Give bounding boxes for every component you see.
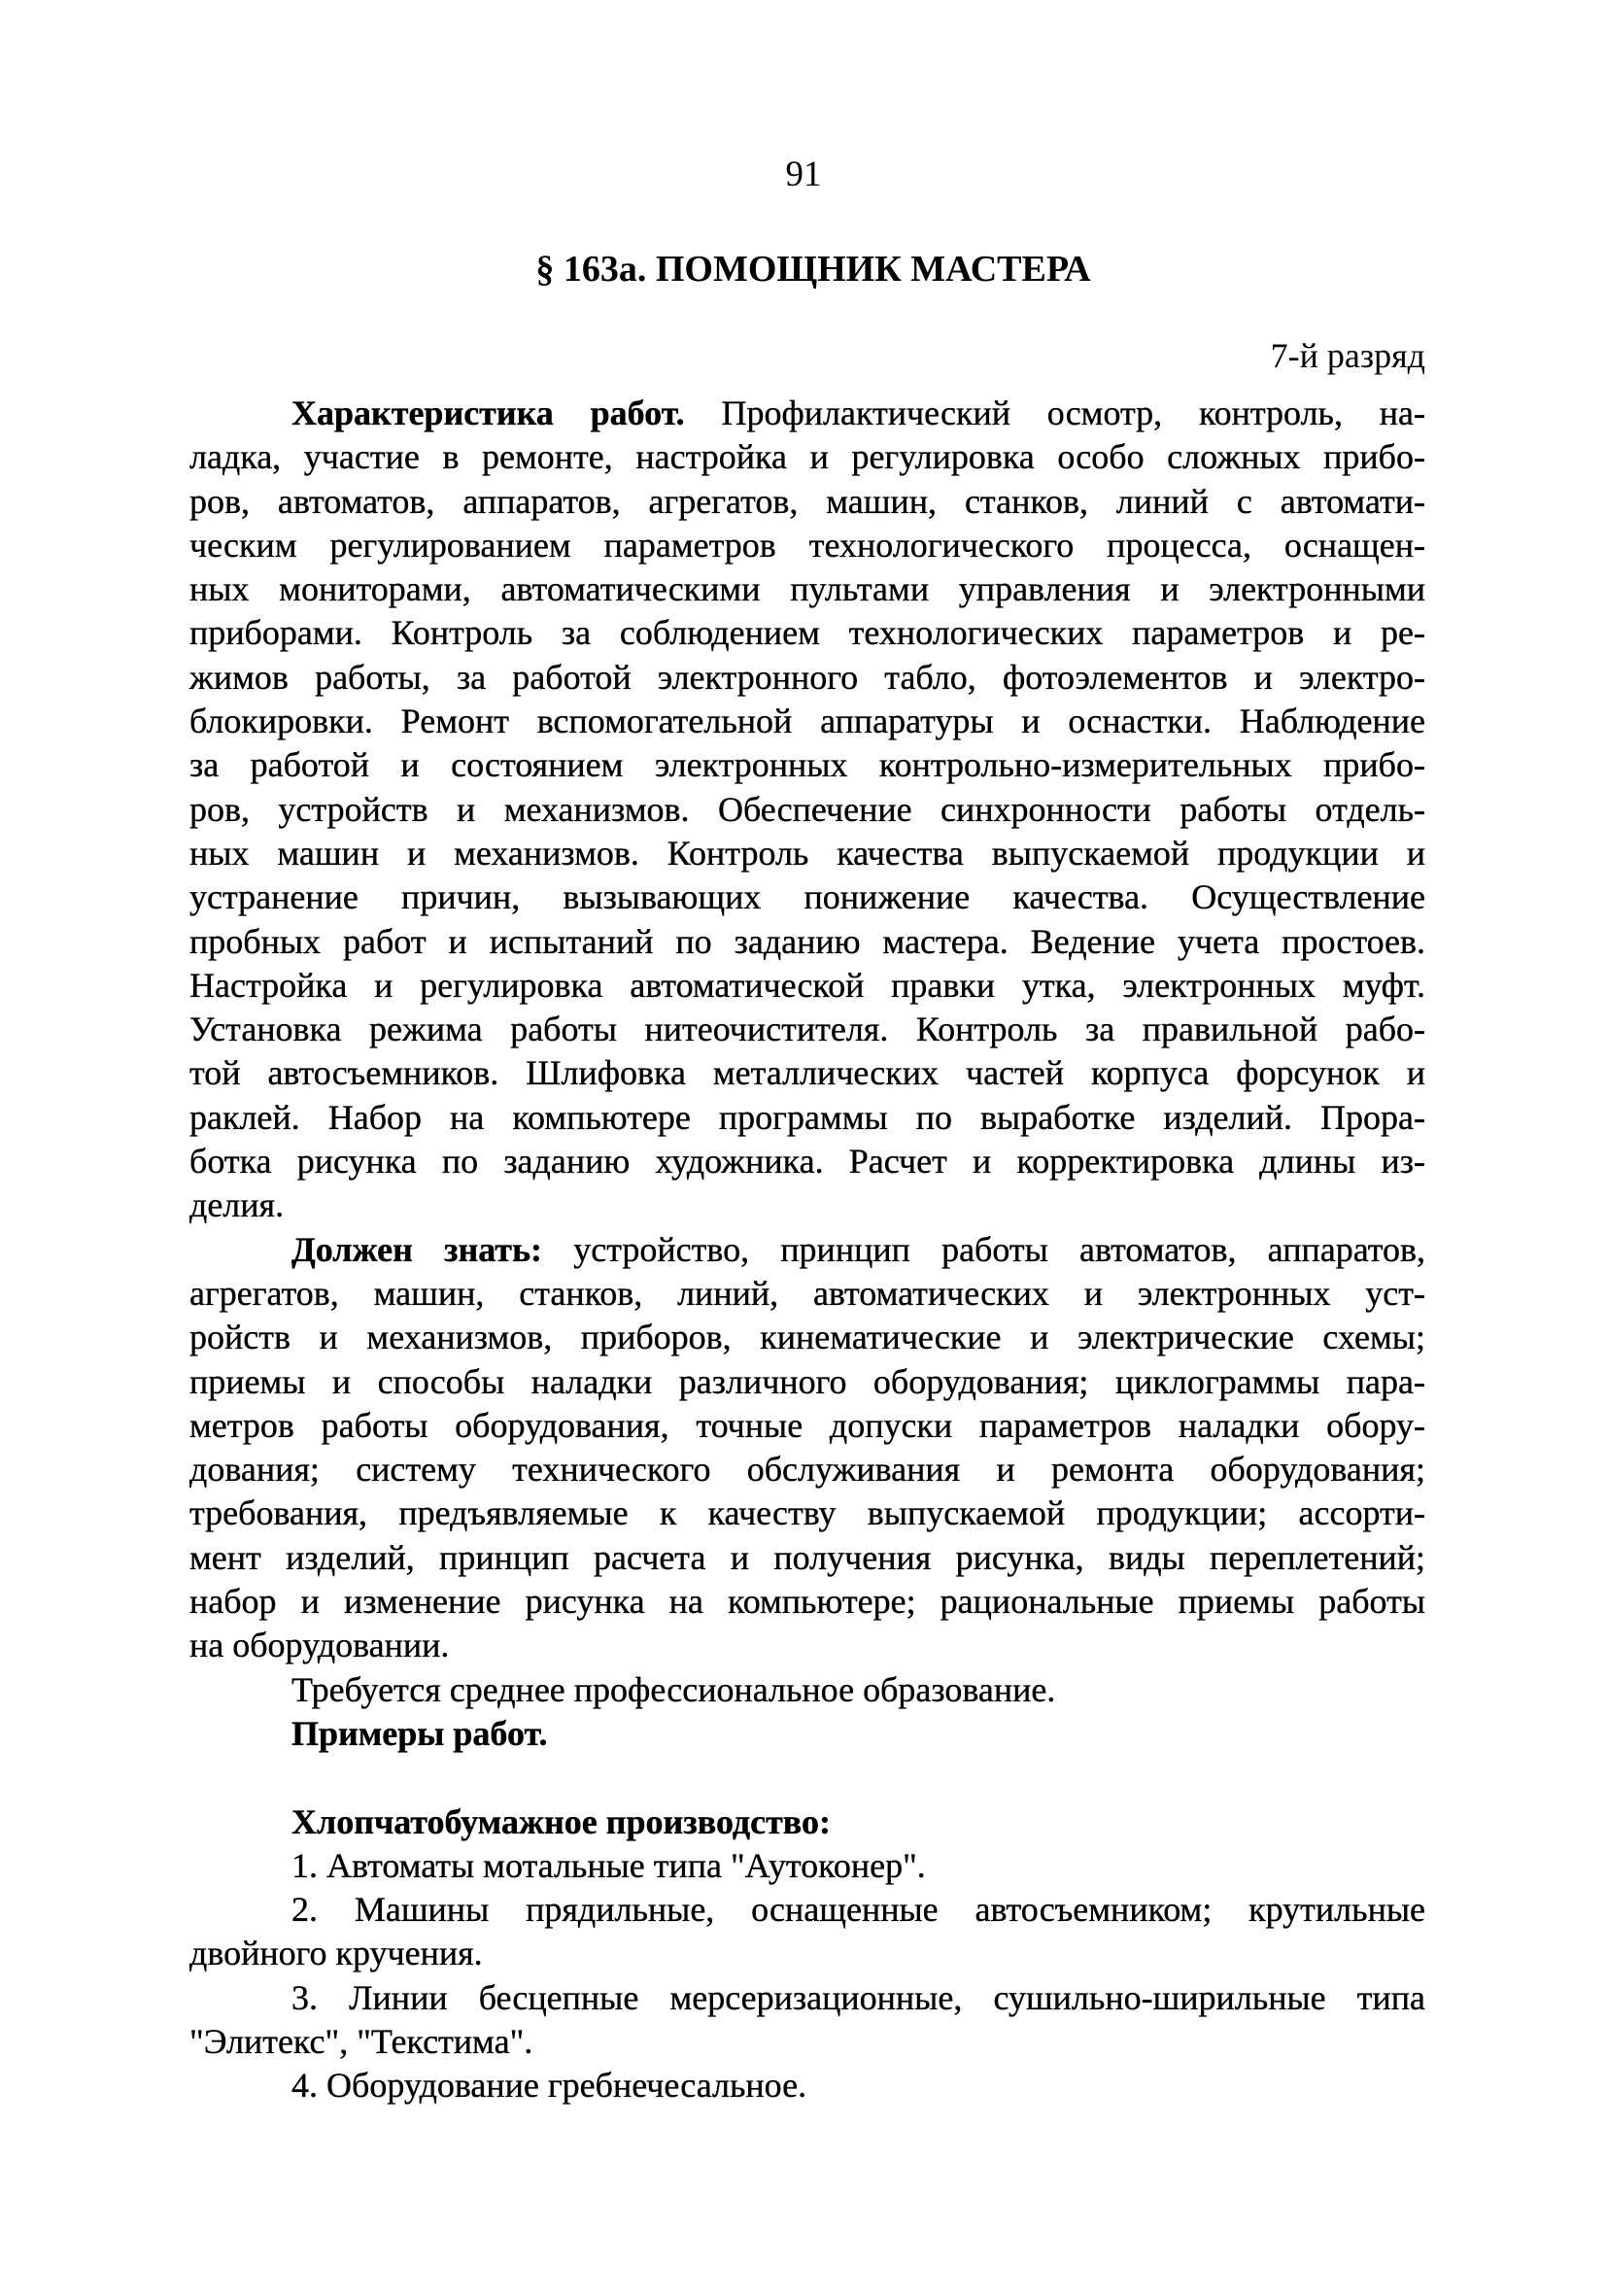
line-text: приборами. Контроль за соблюдением технологических параметров и ре-	[189, 613, 1425, 653]
text-line	[189, 1360, 1425, 1404]
text-line	[189, 964, 1425, 1008]
line-text: мент изделий, принцип расчета и получения рисунка, виды переплетений;	[189, 1537, 1425, 1577]
page-number: 91	[785, 154, 822, 194]
text-line	[189, 1051, 1425, 1095]
line-text: блокировки. Ремонт вспомогательной аппаратуры и оснастки. Наблюдение	[189, 702, 1425, 741]
description-paragraphs	[189, 392, 1425, 1756]
text-line	[189, 480, 1425, 524]
text-line	[189, 1183, 1425, 1227]
line-text: ных машин и механизмов. Контроль качества выпускаемой продукции и	[189, 833, 1425, 873]
line-text: 1. Автоматы мотальные типа "Аутоконер".	[291, 1845, 926, 1885]
text-line	[189, 435, 1425, 479]
text-line	[189, 1624, 1425, 1667]
text-line	[189, 1844, 1425, 1888]
text-line	[189, 567, 1425, 611]
text-line	[189, 1976, 1425, 2020]
line-text: ров, устройств и механизмов. Обеспечение синхронности работы отдель-	[189, 789, 1425, 829]
text-line	[189, 524, 1425, 567]
text-line	[189, 611, 1425, 655]
line-text: дования; систему технического обслуживания и ремонта оборудования;	[189, 1450, 1425, 1490]
text-line	[189, 1228, 1425, 1272]
text-line	[189, 2020, 1425, 2064]
grade-label: 7-й разряд	[1270, 336, 1425, 375]
paragraph	[189, 1712, 1425, 1756]
line-text: требования, предъявляемые к качеству выпускаемой продукции; ассорти-	[189, 1493, 1425, 1533]
line-text: Профилактический осмотр, контроль, на-	[684, 394, 1426, 432]
line-text: Требуется среднее профессиональное образование.	[291, 1669, 1056, 1709]
text-line	[189, 1580, 1425, 1624]
paragraph-lead: Примеры работ.	[291, 1713, 548, 1753]
line-text: приемы и способы наладки различного оборудования; циклограммы пара-	[189, 1361, 1425, 1401]
example-item	[189, 1976, 1425, 2065]
paragraph	[189, 1228, 1425, 1668]
text-line	[189, 656, 1425, 700]
line-text: той автосъемников. Шлифовка металлических частей корпуса форсунок и	[189, 1053, 1425, 1093]
text-line	[189, 1008, 1425, 1051]
line-text: ческим регулированием параметров технологического процесса, оснащен-	[189, 525, 1425, 565]
line-text: ных мониторами, автоматическими пультами управления и электронными	[189, 569, 1425, 609]
line-text: пробных работ и испытаний по заданию мастера. Ведение учета простоев.	[189, 921, 1425, 961]
example-item	[189, 1844, 1425, 1888]
line-text: 2. Машины прядильные, оснащенные автосъемником; крутильные	[291, 1890, 1425, 1930]
text-line	[189, 1316, 1425, 1359]
line-text: двойного кручения.	[189, 1934, 483, 1973]
text-line	[189, 832, 1425, 875]
text-line	[189, 1096, 1425, 1140]
text-line	[189, 920, 1425, 964]
examples-section	[189, 1800, 1425, 2108]
line-text: Настройка и регулировка автоматической правки утка, электронных муфт.	[189, 965, 1425, 1005]
text-line	[189, 1272, 1425, 1316]
examples-list	[189, 1844, 1425, 2108]
line-text: набор и изменение рисунка на компьютере; рациональные приемы работы	[189, 1582, 1425, 1622]
text-line	[189, 700, 1425, 743]
line-text: на оборудовании.	[189, 1626, 450, 1665]
text-line	[189, 1712, 1425, 1756]
text-line	[189, 392, 1425, 435]
text-line	[189, 1491, 1425, 1535]
line-text: жимов работы, за работой электронного табло, фотоэлементов и электро-	[189, 657, 1425, 697]
text-line	[189, 1888, 1425, 1932]
examples-heading: Хлопчатобумажное производство:	[291, 1801, 831, 1841]
paragraph	[189, 1668, 1425, 1712]
document-body	[189, 392, 1425, 2108]
text-line	[189, 2064, 1425, 2108]
line-text: ботка рисунка по заданию художника. Расчет и корректировка длины из-	[189, 1142, 1425, 1182]
text-line	[189, 1448, 1425, 1491]
line-text: ров, автоматов, аппаратов, агрегатов, машин, станков, линий с автомати-	[189, 481, 1425, 521]
text-line	[189, 1932, 1425, 1975]
line-text: метров работы оборудования, точные допуски параметров наладки обору-	[189, 1405, 1425, 1445]
section-title: § 163а. ПОМОЩНИК МАСТЕРА	[535, 249, 1091, 290]
example-item	[189, 1888, 1425, 1976]
text-line	[189, 1140, 1425, 1183]
line-text: ройств и механизмов, приборов, кинематические и электрические схемы;	[189, 1318, 1425, 1357]
text-line	[189, 1536, 1425, 1580]
paragraph	[189, 392, 1425, 1228]
line-text: агрегатов, машин, станков, линий, автоматических и электронных уст-	[189, 1273, 1425, 1313]
paragraph-lead: Должен знать:	[291, 1229, 543, 1269]
line-text: раклей. Набор на компьютере программы по выработке изделий. Прора-	[189, 1097, 1425, 1137]
text-line	[189, 875, 1425, 919]
line-text: за работой и состоянием электронных контрольно-измерительных прибо-	[189, 745, 1425, 785]
paragraph-lead: Характеристика работ.	[291, 394, 685, 432]
line-text: делия.	[189, 1185, 285, 1225]
text-line	[189, 1404, 1425, 1448]
example-item	[189, 2064, 1425, 2108]
line-text: ладка, участие в ремонте, настройка и регулировка особо сложных прибо-	[189, 437, 1425, 477]
line-text: 3. Линии бесцепные мерсеризационные, сушильно-ширильные типа	[291, 1977, 1425, 2017]
line-text: 4. Оборудование гребнечесальное.	[291, 2066, 807, 2106]
line-text: устройство, принцип работы автоматов, аппаратов,	[542, 1229, 1426, 1269]
line-text: "Элитекс", "Текстима".	[189, 2021, 533, 2061]
text-line	[189, 743, 1425, 787]
text-line	[189, 1668, 1425, 1712]
line-text: Установка режима работы нитеочистителя. Контроль за правильной рабо-	[189, 1010, 1425, 1049]
line-text: устранение причин, вызывающих понижение качества. Осуществление	[189, 877, 1425, 917]
text-line	[189, 788, 1425, 832]
